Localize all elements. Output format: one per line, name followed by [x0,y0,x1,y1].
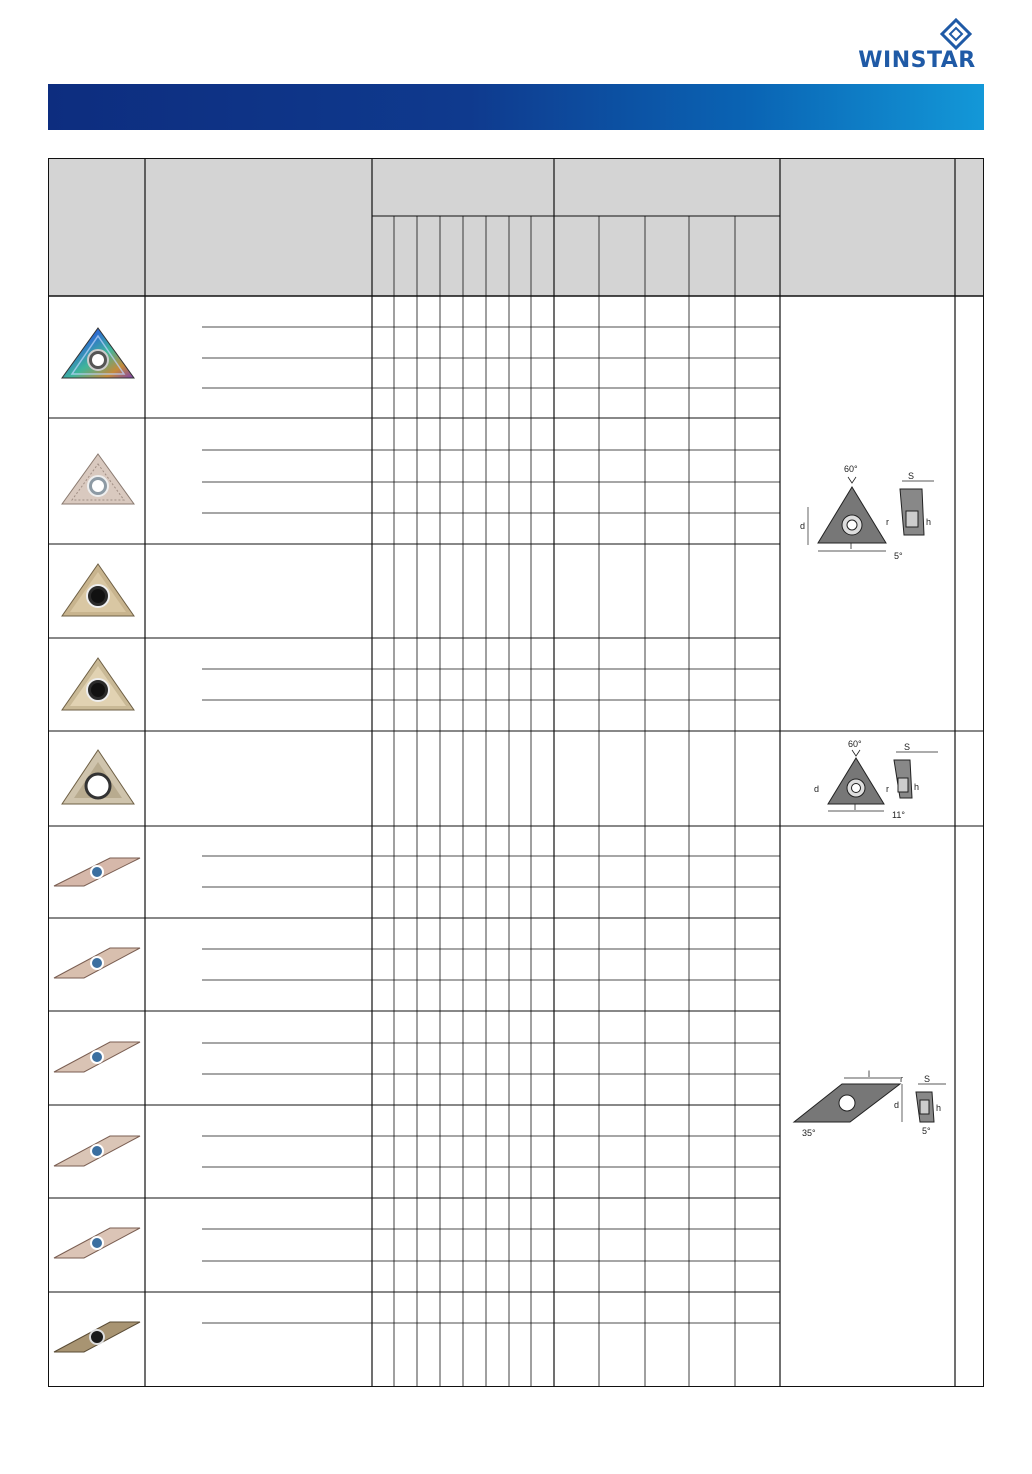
vcmt-bronze-insert-image [52,1318,142,1358]
svg-text:d: d [894,1100,900,1110]
svg-text:l: l [854,802,856,812]
svg-text:35°: 35° [802,1128,816,1138]
svg-text:d: d [814,784,820,794]
brand-name: WINSTAR [858,48,976,73]
tcgt-sharp-insert-image [56,746,140,810]
logo-diamond-icon [846,18,988,52]
svg-text:r: r [886,517,889,527]
vcgt-insert-image-1 [52,854,142,894]
tcmt-bronze-plain-insert-image [56,652,140,716]
svg-text:5°: 5° [922,1126,931,1136]
svg-text:h: h [914,782,920,792]
svg-text:l: l [868,1070,870,1079]
header-banner [48,84,984,130]
svg-text:d: d [800,521,806,531]
winstar-logo [846,18,988,74]
svg-text:r: r [886,784,889,794]
vcgt-insert-image-2 [52,944,142,984]
svg-text:l: l [850,541,852,551]
insert-table [48,158,984,1387]
diamond-35deg-diagram [782,1070,950,1144]
vcgt-insert-image-5 [52,1224,142,1264]
tcmt-bronze-insert-image [56,558,140,622]
svg-text:r: r [900,1074,903,1084]
svg-text:5°: 5° [894,551,903,561]
svg-text:S: S [908,471,915,481]
svg-text:60°: 60° [848,739,862,749]
tcgt-rainbow-insert-image [56,322,140,384]
vcgt-insert-image-4 [52,1132,142,1172]
svg-text:S: S [924,1074,931,1084]
svg-text:S: S [904,742,911,752]
svg-text:h: h [936,1103,942,1113]
vcgt-insert-image-3 [52,1038,142,1078]
svg-text:11°: 11° [892,810,905,818]
triangle-5deg-diagram [800,463,948,565]
tcgt-silver-insert-image [56,448,140,510]
triangle-11deg-diagram [810,738,950,818]
header-row [48,158,984,296]
svg-text:h: h [926,517,932,527]
svg-text:60°: 60° [844,464,858,474]
